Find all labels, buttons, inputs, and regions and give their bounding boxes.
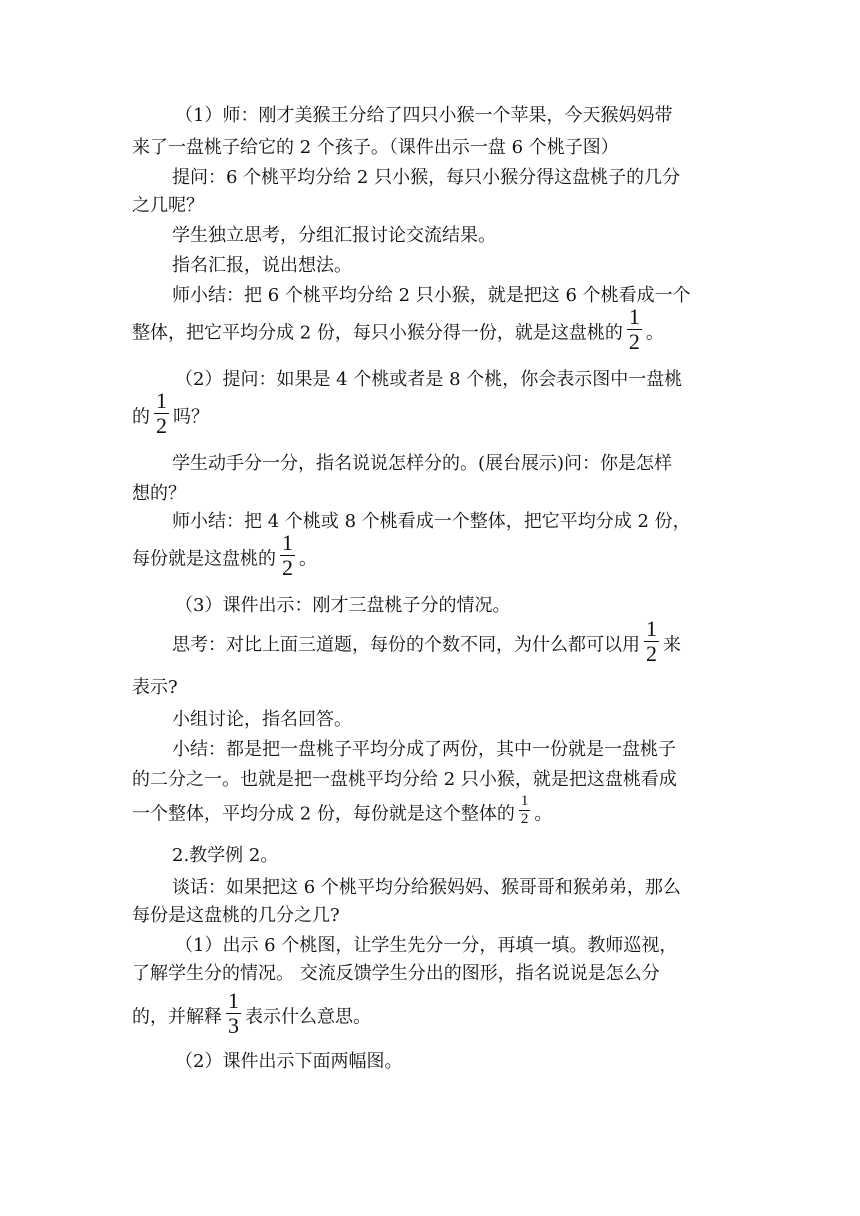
paragraph-line: （2）提问：如果是 4 个桃或者是 8 个桃，你会表示图中一盘桃 — [175, 369, 683, 390]
text-run: 。 — [645, 322, 664, 344]
fraction-denominator: 2 — [282, 555, 293, 580]
text-run: 一个整体，平均分成 2 份，每份就是这个整体的 — [132, 803, 515, 825]
fraction-numerator: 1 — [520, 793, 529, 809]
text-run: 每份就是这盘桃的 — [132, 548, 276, 570]
paragraph-line: 2.教学例 2。 — [172, 845, 279, 866]
fraction-denominator: 2 — [646, 641, 657, 666]
text-run: 的 — [132, 406, 150, 428]
paragraph-line: 谈话：如果把这 6 个桃平均分给猴妈妈、猴哥哥和猴弟弟，那么 — [172, 877, 681, 898]
paragraph-line: （2）课件出示下面两幅图。 — [175, 1051, 403, 1072]
paragraph-line — [132, 793, 553, 831]
fraction — [226, 990, 241, 1037]
paragraph-line: 提问：6 个桃平均分给 2 只小猴，每只小猴分得这盘桃子的几分 — [172, 167, 681, 188]
paragraph-line: （1）师：刚才美猴王分给了四只小猴一个苹果，今天猴妈妈带 — [175, 105, 673, 126]
paragraph-line: 学生独立思考，分组汇报讨论交流结果。 — [172, 225, 496, 246]
text-run: 。 — [299, 548, 317, 570]
fraction — [644, 618, 659, 665]
paragraph-line — [132, 988, 371, 1041]
fraction-numerator: 1 — [282, 530, 293, 555]
text-run: 。 — [534, 803, 553, 825]
paragraph-line: 每份是这盘桃的几分之几? — [132, 905, 340, 926]
fraction — [519, 794, 531, 827]
fraction-numerator: 1 — [228, 988, 239, 1013]
paragraph-line — [132, 388, 209, 441]
fraction-numerator: 1 — [628, 304, 640, 329]
fraction-numerator: 1 — [156, 388, 167, 413]
paragraph-line — [132, 304, 664, 357]
paragraph-line: 学生动手分一分，指名说说怎样分的。(展台展示)问：你是怎样 — [172, 453, 673, 474]
fraction-numerator: 1 — [646, 616, 657, 641]
fraction — [627, 306, 642, 353]
paragraph-line — [172, 616, 681, 669]
paragraph-line: 指名汇报，说出想法。 — [172, 255, 352, 276]
paragraph-line: （1）出示 6 个桃图，让学生先分一分，再填一填。教师巡视， — [175, 935, 678, 956]
paragraph-line: 表示? — [132, 677, 178, 698]
paragraph-line: 了解学生分的情况。 交流反馈学生分出的图形，指名说说是怎么分 — [132, 963, 660, 984]
text-run: 思考：对比上面三道题，每份的个数不同，为什么都可以用 — [172, 634, 640, 656]
paragraph-line: （3）课件出示：刚才三盘桃子分的情况。 — [175, 595, 511, 616]
paragraph-line: 来了一盘桃子给它的 2 个孩子。（课件出示一盘 6 个桃子图） — [132, 137, 619, 158]
text-run: 的，并解释 — [132, 1006, 222, 1028]
paragraph-line: 小组讨论，指名回答。 — [172, 709, 352, 730]
fraction-denominator: 3 — [228, 1013, 239, 1038]
paragraph-line: 师小结：把 4 个桃或 8 个桃看成一个整体，把它平均分成 2 份， — [172, 511, 691, 532]
fraction-denominator: 2 — [520, 811, 529, 827]
text-run: 来 — [663, 634, 681, 656]
paragraph-line: 师小结：把 6 个桃平均分给 2 只小猴，就是把这 6 个桃看成一个 — [172, 285, 691, 306]
fraction-denominator: 2 — [628, 329, 640, 354]
fraction-denominator: 2 — [156, 413, 167, 438]
paragraph-line — [132, 530, 317, 583]
fraction — [280, 532, 295, 579]
paragraph-line: 小结：都是把一盘桃子平均分成了两份，其中一份就是一盘桃子 — [172, 739, 676, 760]
paragraph-line: 的二分之一。也就是把一盘桃平均分给 2 只小猴，就是把这盘桃看成 — [132, 769, 677, 790]
paragraph-line: 之几呢？ — [132, 195, 204, 216]
text-run: 整体，把它平均分成 2 份，每只小猴分得一份，就是这盘桃的 — [132, 322, 623, 344]
fraction — [154, 390, 169, 437]
text-run: 吗？ — [173, 406, 209, 428]
text-run: 表示什么意思。 — [245, 1006, 371, 1028]
paragraph-line: 想的？ — [132, 483, 186, 504]
